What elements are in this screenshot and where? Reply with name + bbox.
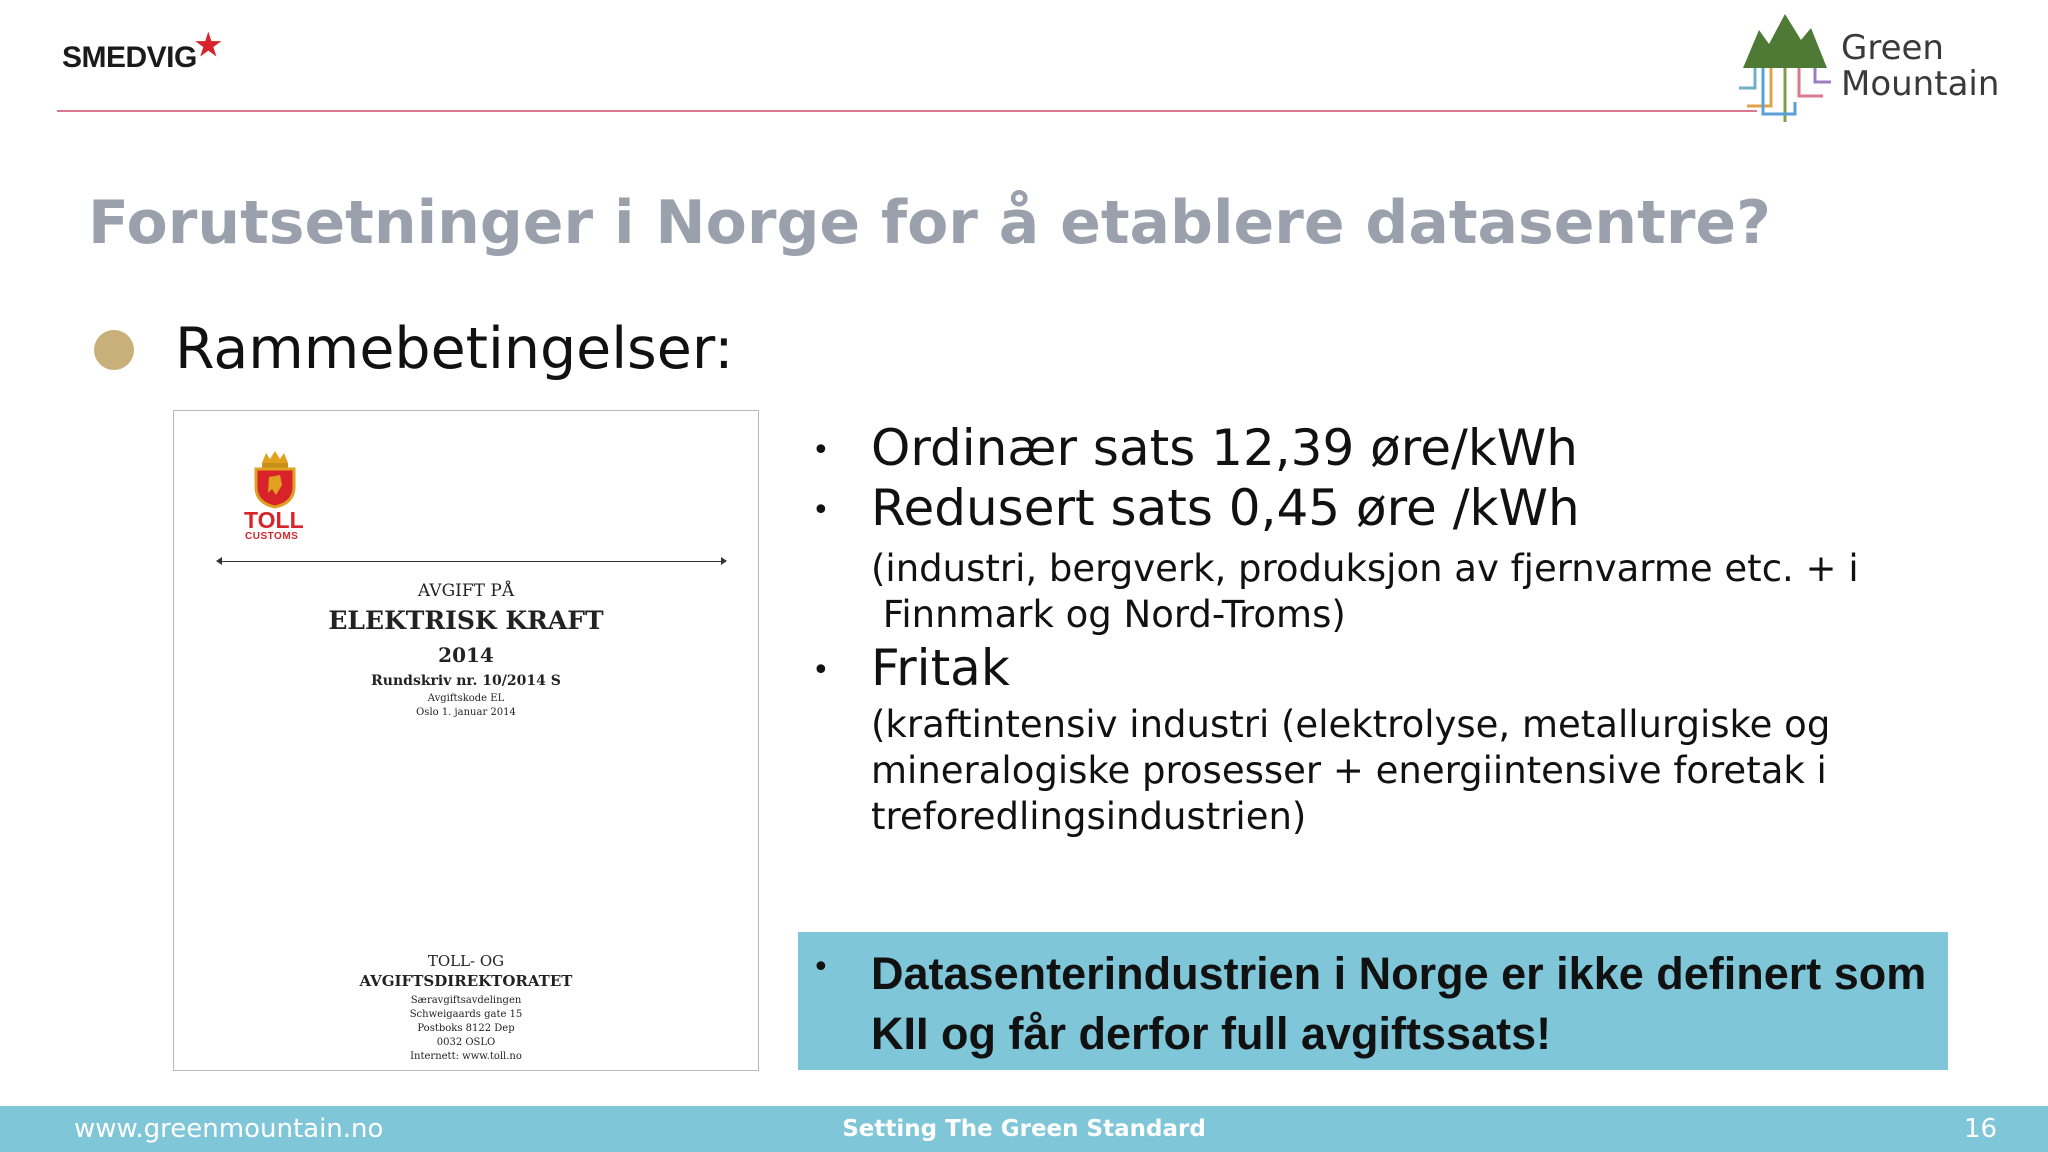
smedvig-logo-text: SMEDVIG: [62, 41, 197, 74]
doc-footer-4: Schweigaards gate 15: [409, 1009, 523, 1020]
doc-line-6: Oslo 1. januar 2014: [416, 707, 516, 718]
detail-line: treforedlingsindustrien): [871, 795, 1307, 838]
bullet-reduced-rate-detail: [871, 546, 1859, 638]
bullet-reduced-rate: Redusert sats 0,45 øre /kWh: [871, 479, 1580, 537]
toll-logo-text: TOLL: [244, 507, 304, 533]
customs-logo-text: CUSTOMS: [245, 531, 299, 542]
callout-line-1: Datasenterindustrien i Norge er ikke definert som: [871, 948, 1927, 999]
doc-footer-6: 0032 OSLO: [436, 1037, 496, 1048]
doc-footer-2: AVGIFTSDIREKTORATET: [359, 972, 573, 990]
detail-line: (industri, bergverk, produksjon av fjernvarme etc. + i: [871, 547, 1859, 590]
mountain-tree-icon: [1735, 10, 1835, 125]
norwegian-crest-icon: [252, 449, 298, 509]
bullet-icon: •: [812, 653, 830, 688]
wordmark-line-1: Green: [1841, 28, 1944, 68]
detail-line: mineralogiske prosesser + energiintensive foretak i: [871, 749, 1827, 792]
green-mountain-wordmark: [1841, 30, 1999, 102]
bullet-exemption: Fritak: [871, 639, 1010, 697]
doc-footer-5: Postboks 8122 Dep: [417, 1023, 515, 1034]
doc-footer-3: Særavgiftsavdelingen: [410, 995, 522, 1006]
doc-line-2: ELEKTRISK KRAFT: [328, 606, 604, 635]
doc-line-1: AVGIFT PÅ: [417, 581, 515, 601]
bullet-icon: •: [812, 950, 830, 985]
star-icon: ★: [194, 29, 222, 62]
smedvig-logo: [62, 29, 223, 75]
document-thumbnail: [173, 410, 759, 1071]
detail-line: Finnmark og Nord-Troms): [871, 593, 1346, 636]
doc-footer-7: Internett: www.toll.no: [410, 1051, 522, 1062]
callout-text: [871, 944, 1926, 1064]
footer-url: www.greenmountain.no: [74, 1114, 384, 1144]
detail-line: (kraftintensiv industri (elektrolyse, metallurgiske og: [871, 703, 1831, 746]
page-title: Forutsetninger i Norge for å etablere datasentre?: [88, 188, 1771, 258]
arrow-right-icon: [721, 557, 727, 565]
document-rule: [219, 561, 724, 562]
callout-line-2: KII og får derfor full avgiftssats!: [871, 1008, 1552, 1059]
header-divider: [57, 110, 1757, 112]
page-number: 16: [1964, 1114, 1998, 1144]
green-mountain-logo: [1735, 10, 2015, 125]
wordmark-line-2: Mountain: [1841, 64, 2000, 104]
bullet-icon: •: [812, 493, 830, 528]
bullet-exemption-detail: [871, 702, 1830, 840]
doc-line-3: 2014: [438, 643, 494, 667]
section-heading: Rammebetingelser:: [175, 316, 734, 382]
doc-footer-1: TOLL- OG: [427, 952, 505, 970]
bullet-icon: •: [812, 433, 830, 468]
doc-line-5: Avgiftskode EL: [427, 693, 505, 704]
heading-bullet-icon: [94, 330, 134, 370]
doc-line-4: Rundskriv nr. 10/2014 S: [371, 673, 561, 689]
bullet-ordinary-rate: Ordinær sats 12,39 øre/kWh: [871, 419, 1578, 477]
footer-slogan: Setting The Green Standard: [842, 1116, 1206, 1142]
